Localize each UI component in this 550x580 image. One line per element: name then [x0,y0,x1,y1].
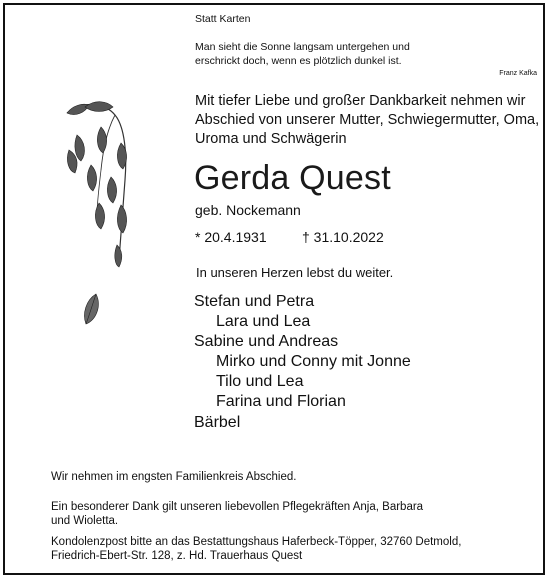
family-member: Farina und Florian [216,393,346,410]
birth-date: * 20.4.1931 [195,229,267,245]
falling-leaf-illustration [78,290,108,330]
death-date: † 31.10.2022 [302,229,384,245]
intro-line-1: Mit tiefer Liebe und großer Dankbarkeit nehmen wir [195,93,526,109]
intro-line-3: Uroma und Schwägerin [195,131,347,147]
birch-branch-illustration [55,95,155,270]
family-member: Bärbel [194,414,241,431]
family-member: Mirko und Conny mit Jonne [216,353,411,370]
deceased-name: Gerda Quest [194,159,391,197]
maiden-name: geb. Nockemann [195,202,301,218]
header-label: Statt Karten [195,13,251,25]
intro-line-2: Abschied von unserer Mutter, Schwiegermutter, Oma, [195,112,540,128]
family-member: Sabine und Andreas [194,333,339,350]
family-member: Stefan und Petra [194,293,315,310]
farewell-text: Wir nehmen im engsten Familienkreis Abschied. [51,471,297,483]
quote-line-2: erschrickt doch, wenn es plötzlich dunkel ist. [195,55,402,67]
thanks-line-1: Ein besonderer Dank gilt unseren liebevollen Pflegekräften Anja, Barbara [51,501,424,513]
notice-border [3,3,545,575]
quote-line-1: Man sieht die Sonne langsam untergehen und [195,41,410,53]
family-member: Tilo und Lea [216,373,304,390]
thanks-line-2: und Wioletta. [51,515,119,527]
post-line-2: Friedrich-Ebert-Str. 128, z. Hd. Trauerhaus Quest [51,550,303,562]
motto: In unseren Herzen lebst du weiter. [196,265,394,280]
family-member: Lara und Lea [216,313,311,330]
quote-author: Franz Kafka [499,70,537,77]
post-line-1: Kondolenzpost bitte an das Bestattungshaus Haferbeck-Töpper, 32760 Detmold, [51,536,462,548]
